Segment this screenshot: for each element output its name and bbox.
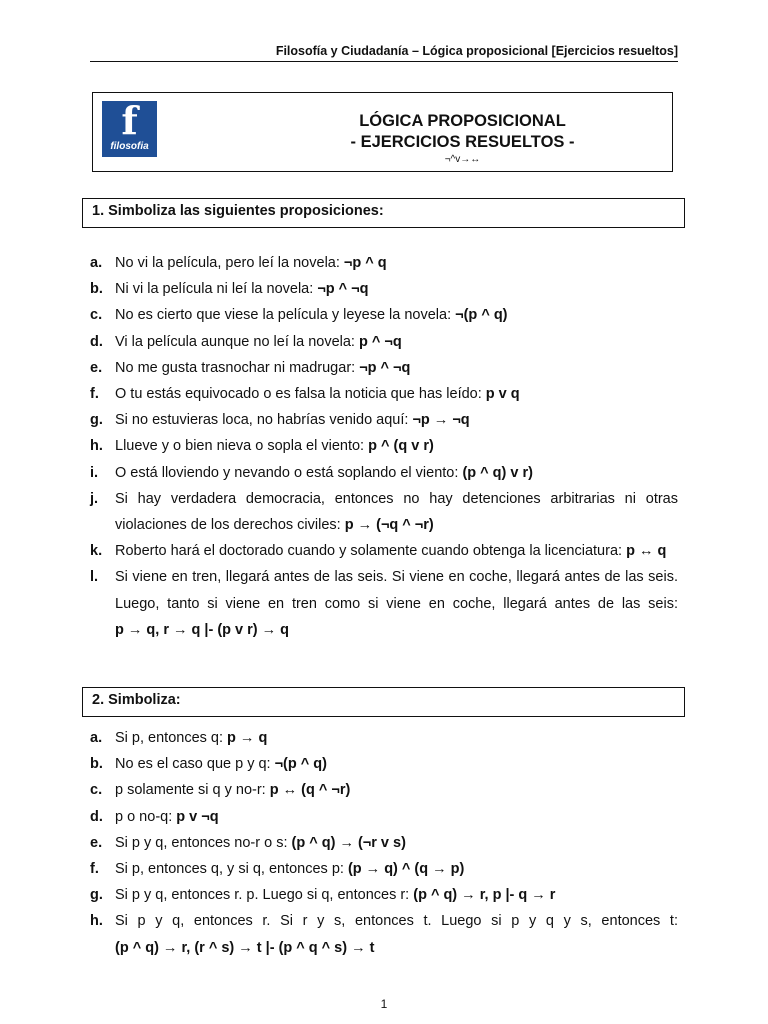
item-statement: Si p y q, entonces r. Si r y s, entonces t. Luego si p y q y s, entonces t:	[115, 913, 678, 930]
item-statement: No me gusta trasnochar ni madrugar:	[115, 359, 360, 376]
item-formula: ¬p ^ ¬q	[317, 281, 369, 298]
item-letter: e.	[90, 359, 103, 376]
exercise-item	[90, 381, 678, 407]
item-letter: b.	[90, 281, 103, 298]
item-formula: (p ^ q) → r, (r ^ s) → t |- (p ^ q ^ s) → t	[115, 939, 375, 956]
item-statement: p o no-q:	[115, 808, 177, 825]
item-formula: p ^ (q v r)	[368, 438, 434, 455]
item-letter: g.	[90, 412, 103, 429]
item-formula: (p ^ q) v r)	[462, 464, 533, 481]
item-letter: a.	[90, 730, 103, 746]
item-formula: p ^ ¬q	[359, 333, 402, 350]
item-letter: h.	[90, 913, 103, 930]
item-letter: j.	[90, 490, 99, 507]
logic-symbols: ¬^v→↔	[444, 154, 481, 165]
exercise-item	[90, 751, 678, 777]
exercise-item	[90, 830, 678, 856]
item-formula: (p ^ q) → r, p |- q → r	[413, 887, 556, 904]
item-letter: d.	[90, 808, 103, 825]
title-line-2: - EJERCICIOS RESUELTOS -	[350, 133, 575, 151]
exercise-item	[90, 564, 678, 643]
item-letter: i.	[90, 464, 99, 481]
exercise-item	[90, 302, 678, 328]
item-letter: g.	[90, 887, 103, 904]
exercise-item	[90, 250, 678, 276]
exercise-item	[90, 433, 678, 459]
item-letter: a.	[90, 255, 103, 271]
item-statement: No es el caso que p y q:	[115, 756, 275, 773]
item-formula: ¬p ^ ¬q	[359, 359, 411, 376]
exercise-item	[90, 329, 678, 355]
item-letter: b.	[90, 756, 103, 773]
exercise-item	[90, 882, 678, 908]
item-formula: p v ¬q	[176, 808, 219, 825]
item-formula: p v q	[485, 386, 520, 403]
item-letter: h.	[90, 438, 103, 455]
page-number: 1	[380, 997, 388, 1011]
section-1-heading: 1. Simboliza las siguientes proposiciones:	[82, 198, 685, 228]
item-letter: k.	[90, 543, 103, 560]
item-statement: No es cierto que viese la película y leyese la novela:	[115, 307, 456, 324]
item-statement: O está lloviendo y nevando o está soplando el viento:	[115, 464, 463, 481]
item-letter: f.	[90, 861, 99, 878]
item-statement: p solamente si q y no-r:	[115, 782, 270, 799]
running-header: Filosofía y Ciudadanía – Lógica proposicional [Ejercicios resueltos]	[90, 44, 678, 62]
item-statement: Si no estuvieras loca, no habrías venido aquí:	[115, 412, 413, 429]
exercise-item	[90, 804, 678, 830]
exercise-item	[90, 355, 678, 381]
item-statement: O tu estás equivocado o es falsa la noticia que has leído:	[115, 386, 486, 403]
exercise-item	[90, 725, 678, 751]
exercise-item	[90, 407, 678, 433]
item-letter: c.	[90, 307, 103, 324]
item-statement: No vi la película, pero leí la novela:	[115, 255, 344, 271]
exercise-item	[90, 777, 678, 803]
item-statement: Ni vi la película ni leí la novela:	[115, 281, 318, 298]
section-1-list	[90, 250, 678, 643]
section-2-heading: 2. Simboliza:	[82, 687, 685, 717]
item-letter: c.	[90, 782, 103, 799]
item-formula: ¬p → ¬q	[412, 412, 470, 429]
item-letter: l.	[90, 569, 99, 586]
item-statement: Vi la película aunque no leí la novela:	[115, 333, 359, 350]
item-formula: ¬(p ^ q)	[274, 756, 327, 773]
item-formula: (p → q) ^ (q → p)	[347, 861, 465, 878]
exercise-item	[90, 276, 678, 302]
item-statement: Si p y q, entonces r. p. Luego si q, entonces r:	[115, 887, 414, 904]
item-statement: Si viene en tren, llegará antes de las seis. Si viene en coche, llegará antes de las seis. Luego, tanto si viene en tren como si viene en coche, llegará antes de las seis:	[115, 569, 678, 612]
item-formula: p → (¬q ^ ¬r)	[344, 517, 434, 534]
item-formula: ¬p ^ q	[343, 255, 387, 271]
item-statement: Si hay verdadera democracia, entonces no hay detenciones arbitrarias ni otras violaciones de los derechos civiles:	[115, 490, 678, 534]
logo-letter: f	[121, 98, 138, 143]
item-statement: Llueve y o bien nieva o sopla el viento:	[115, 438, 369, 455]
exercise-item	[90, 856, 678, 882]
exercise-item	[90, 908, 678, 960]
item-formula: p → q	[227, 730, 268, 746]
section-2-list	[90, 725, 678, 961]
exercise-item	[90, 486, 678, 538]
item-letter: e.	[90, 834, 103, 851]
item-formula: ¬(p ^ q)	[455, 307, 508, 324]
title-line-1: LÓGICA PROPOSICIONAL	[359, 112, 566, 130]
exercise-item	[90, 460, 678, 486]
document-title	[253, 111, 672, 153]
exercise-item	[90, 538, 678, 564]
item-formula: p → q, r → q |- (p v r) → q	[115, 621, 290, 638]
item-formula: p ↔ (q ^ ¬r)	[269, 782, 351, 799]
item-statement: Si p, entonces q, y si q, entonces p:	[115, 861, 348, 878]
item-letter: f.	[90, 386, 99, 403]
logo-word: filosofia	[110, 141, 149, 152]
item-letter: d.	[90, 333, 103, 350]
item-statement: Si p y q, entonces no-r o s:	[115, 834, 292, 851]
filosofia-logo	[102, 98, 157, 157]
item-statement: Roberto hará el doctorado cuando y solamente cuando obtenga la licenciatura:	[115, 543, 627, 560]
title-box	[92, 92, 673, 172]
item-statement: Si p, entonces q:	[115, 730, 228, 746]
item-formula: (p ^ q) → (¬r v s)	[291, 834, 406, 851]
item-formula: p ↔ q	[626, 543, 667, 560]
